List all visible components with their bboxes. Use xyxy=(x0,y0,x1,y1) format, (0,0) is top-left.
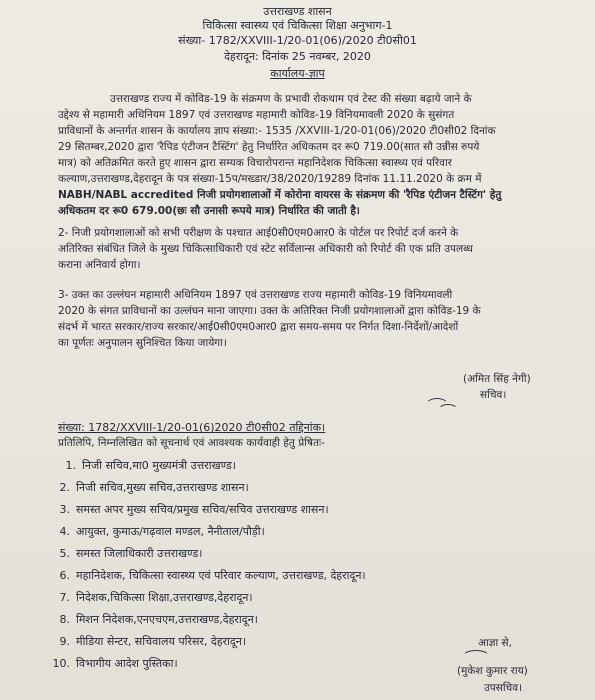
copy-reference-text: संख्या: 1782/XXVIII-1/20-01(6)2020 टी0सी02 तद्दिनांक। xyxy=(58,421,326,434)
list-item xyxy=(52,524,265,540)
para1-line: मात्र) को अतिक्रमित करते हुए शासन द्वारा सम्यक विचारोपरान्त महानिदेशक चिकित्सा स्वास्थ्य एवं परिवार xyxy=(58,157,452,169)
para3-line: 2020 के संगत प्राविधानों का उल्लंघन माना जाएगा। उक्त के अतिरिक्त निजी प्रयोगशालाओं द्वारा कोविड-19 के xyxy=(58,305,481,317)
list-text: समस्त जिलाधिकारी उत्तराखण्ड। xyxy=(76,547,203,560)
list-number: 10. xyxy=(52,657,70,670)
para3-line: संदर्भ में भारत सरकार/राज्य सरकार/आई0सी0एम0आर0 द्वारा समय-समय पर निर्गत दिशा-निर्देशों/आदेशों xyxy=(58,321,459,333)
list-text: विभागीय आदेश पुस्तिका। xyxy=(76,657,178,670)
para1-line: NABH/NABL accredited निजी प्रयोगशालाओं में कोरोना वायरस के संक्रमण की 'रैपिड एंटीजन टैस्टिंग' हेतु xyxy=(58,189,502,201)
para1-line: 29 सितम्बर,2020 द्वारा 'रैपिड एंटीजन टैस्टिंग' हेतु निर्धारित अधिकतम दर रू0 719.00(सात सौ उन्नीस रुपये xyxy=(58,141,480,153)
para3-line: 3- उक्त का उल्लंघन महामारी अधिनियम 1897 एवं उत्तराखण्ड राज्य महामारी कोविड-19 विनियमावली xyxy=(58,289,453,301)
para1-line: प्राविधानों के अन्तर्गत शासन के कार्यालय ज्ञाप संख्या:- 1535 /XXVIII-1/20-01(06)/2020 टी0सी02 दिनांक xyxy=(58,125,496,137)
list-item xyxy=(52,634,246,650)
list-number: 1. xyxy=(65,459,76,472)
list-number: 9. xyxy=(59,635,70,648)
copy-reference xyxy=(58,420,325,436)
para2-line: अतिरिक्त संबंधित जिले के मुख्य चिकित्साधिकारी एवं स्टेट सर्विलान्स अधिकारी को रिपोर्ट की एक प्रति उपलब्ध xyxy=(58,243,473,255)
list-number: 2. xyxy=(59,481,70,494)
list-number: 7. xyxy=(59,591,70,604)
list-item xyxy=(52,480,249,496)
list-text: मिशन निदेशक,एनएचएम,उत्तराखण्ड,देहरादून। xyxy=(76,613,258,626)
signatory2-name: (मुकेश कुमार राय) xyxy=(457,665,528,677)
document-title xyxy=(0,66,595,82)
department-heading: चिकित्सा स्वास्थ्य एवं चिकित्सा शिक्षा अनुभाग-1 xyxy=(202,19,393,32)
order-line: आज्ञा से, xyxy=(478,637,512,649)
list-item xyxy=(52,502,329,518)
para3-line: का पूर्णतः अनुपालन सुनिश्चित किया जायेगा। xyxy=(58,337,227,349)
para1-line: उद्देश्य से महामारी अधिनियम 1897 एवं उत्तराखण्ड महामारी कोविड-19 विनियमावली 2020 के सुसंगत xyxy=(58,109,455,121)
list-text: निजी सचिव,मा0 मुख्यमंत्री उत्तराखण्ड। xyxy=(82,459,236,472)
copy-intro: प्रतिलिपि, निम्नलिखित को सूचनार्थ एवं आवश्यक कार्यवाही हेतु प्रेषितः- xyxy=(58,437,325,449)
list-text: समस्त अपर मुख्य सचिव/प्रमुख सचिव/सचिव उत्तराखण्ड शासन। xyxy=(76,503,329,516)
list-number: 3. xyxy=(59,503,70,516)
list-item xyxy=(52,568,366,584)
list-number: 5. xyxy=(59,547,70,560)
list-text: आयुक्त, कुमाऊ/गढ़वाल मण्डल, नैनीताल/पौड़ी। xyxy=(76,525,265,538)
list-number: 4. xyxy=(59,525,70,538)
list-item xyxy=(58,458,236,474)
list-item xyxy=(52,590,253,606)
document-title-text: कार्यालय-ज्ञाप xyxy=(270,67,325,80)
signatory2-designation: उपसचिव। xyxy=(484,682,523,694)
list-number: 6. xyxy=(59,569,70,582)
list-number: 8. xyxy=(59,613,70,626)
signatory-name: (अमित सिंह नेगी) xyxy=(463,373,531,385)
signatory-designation: सचिव। xyxy=(480,389,507,401)
list-text: मीडिया सेन्टर, सचिवालय परिसर, देहरादून। xyxy=(76,635,247,648)
list-item xyxy=(52,656,178,672)
para2-line: 2- निजी प्रयोगशालाओं को सभी परीक्षण के पश्चात आई0सी0एम0आर0 के पोर्टल पर रिपोर्ट दर्ज करने के xyxy=(58,227,459,239)
date-line: देहरादून: दिनांक 25 नवम्बर, 2020 xyxy=(224,50,371,63)
reference-number: संख्या- 1782/XXVIII-1/20-01(06)/2020 टी0सी01 xyxy=(178,34,417,47)
list-text: निजी सचिव,मुख्य सचिव,उत्तराखण्ड शासन। xyxy=(76,481,249,494)
list-item xyxy=(52,546,202,562)
para2-line: कराना अनिवार्य होगा। xyxy=(58,259,141,271)
list-item xyxy=(52,612,258,628)
list-text: महानिदेशक, चिकित्सा स्वास्थ्य एवं परिवार कल्याण, उत्तराखण्ड, देहरादून। xyxy=(76,569,366,582)
para1-line: कल्याण,उत्तराखण्ड,देहरादून के पत्र संख्या-15प/मख्डार/38/2020/19289 दिनांक 11.11.2020 के क्रम में xyxy=(58,173,482,185)
list-text: निदेशक,चिकित्सा शिक्षा,उत्तराखण्ड,देहरादून। xyxy=(76,591,253,604)
para1-line: अधिकतम दर रू0 679.00(छः सौ उनासी रूपये मात्र) निर्धारित की जाती है। xyxy=(58,205,360,217)
govt-heading: उत्तराखण्ड शासन xyxy=(263,5,332,18)
para1-line: उत्तराखण्ड राज्य में कोविड-19 के संक्रमण के प्रभावी रोकथाम एवं टेस्ट की संख्या बढ़ाये जाने के xyxy=(110,93,472,105)
